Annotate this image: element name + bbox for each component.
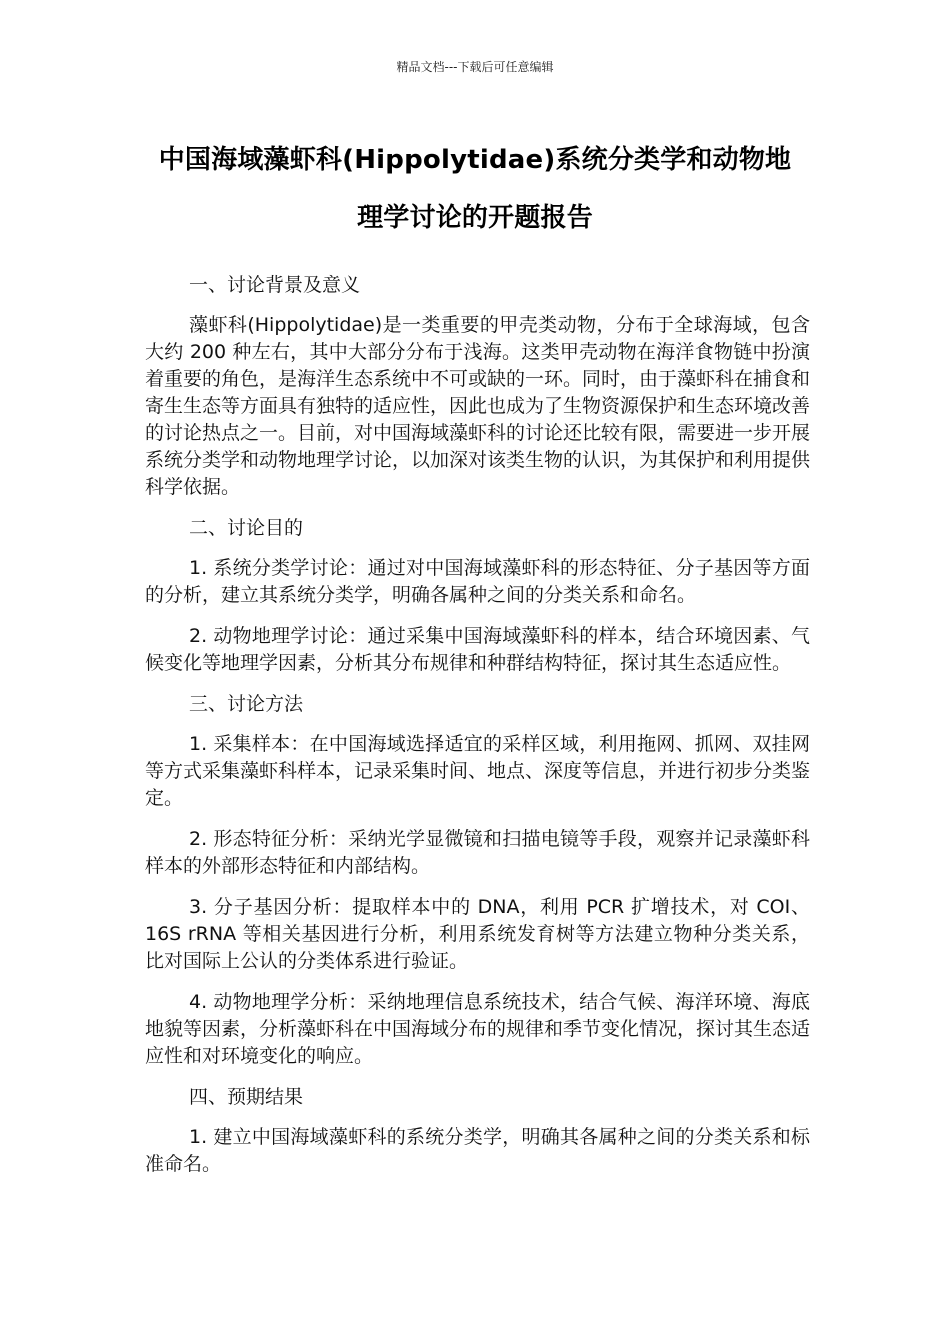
paragraph-method-2: 2. 形态特征分析：采纳光学显微镜和扫描电镜等手段，观察并记录藻虾科样本的外部形态特征和内部结构。 [145, 828, 810, 877]
section-heading-methods: 三、讨论方法 [189, 693, 304, 715]
section-heading-background: 一、讨论背景及意义 [189, 274, 361, 296]
section-heading-purpose: 二、讨论目的 [189, 517, 304, 539]
document-title-line-2: 理学讨论的开题报告 [357, 203, 593, 233]
paragraph-purpose-1: 1. 系统分类学讨论：通过对中国海域藻虾科的形态特征、分子基因等方面的分析，建立其系统分类学，明确各属种之间的分类关系和命名。 [145, 557, 810, 606]
paragraph-purpose-2: 2. 动物地理学讨论：通过采集中国海域藻虾科的样本，结合环境因素、气候变化等地理学因素，分析其分布规律和种群结构特征，探讨其生态适应性。 [145, 625, 810, 674]
paragraph-result-1: 1. 建立中国海域藻虾科的系统分类学，明确其各属种之间的分类关系和标准命名。 [145, 1126, 810, 1175]
section-heading-results: 四、预期结果 [189, 1086, 304, 1108]
page-header: 精品文档---下载后可任意编辑 [396, 60, 554, 74]
paragraph-method-4: 4. 动物地理学分析：采纳地理信息系统技术，结合气候、海洋环境、海底地貌等因素，分析藻虾科在中国海域分布的规律和季节变化情况，探讨其生态适应性和对环境变化的响应。 [145, 991, 811, 1067]
document-title-line-1: 中国海域藻虾科(Hippolytidae)系统分类学和动物地 [158, 145, 792, 175]
paragraph-method-3: 3. 分子基因分析：提取样本中的 DNA，利用 PCR 扩增技术，对 COI、16S rRNA 等相关基因进行分析，利用系统发育树等方法建立物种分类关系，比对国际上公认的分类体系进行验证。 [145, 896, 810, 972]
paragraph-method-1: 1. 采集样本：在中国海域选择适宜的采样区域，利用拖网、抓网、双挂网等方式采集藻虾科样本，记录采集时间、地点、深度等信息，并进行初步分类鉴定。 [145, 733, 811, 809]
paragraph-background: 藻虾科(Hippolytidae)是一类重要的甲壳类动物，分布于全球海域，包含大约 200 种左右，其中大部分分布于浅海。这类甲壳动物在海洋食物链中扮演着重要的角色，是海洋生态系统中不可或缺的一环。同时，由于藻虾科在捕食和寄生生态等方面具有独特的适应性，因此也成为了生物资源保护和生态环境改善的讨论热点之一。目前，对中国海域藻虾科的讨论还比较有限，需要进一步开展系统分类学和动物地理学讨论，以加深对该类生物的认识，为其保护和利用提供科学依据。 [145, 314, 811, 498]
document-body [145, 272, 810, 1192]
